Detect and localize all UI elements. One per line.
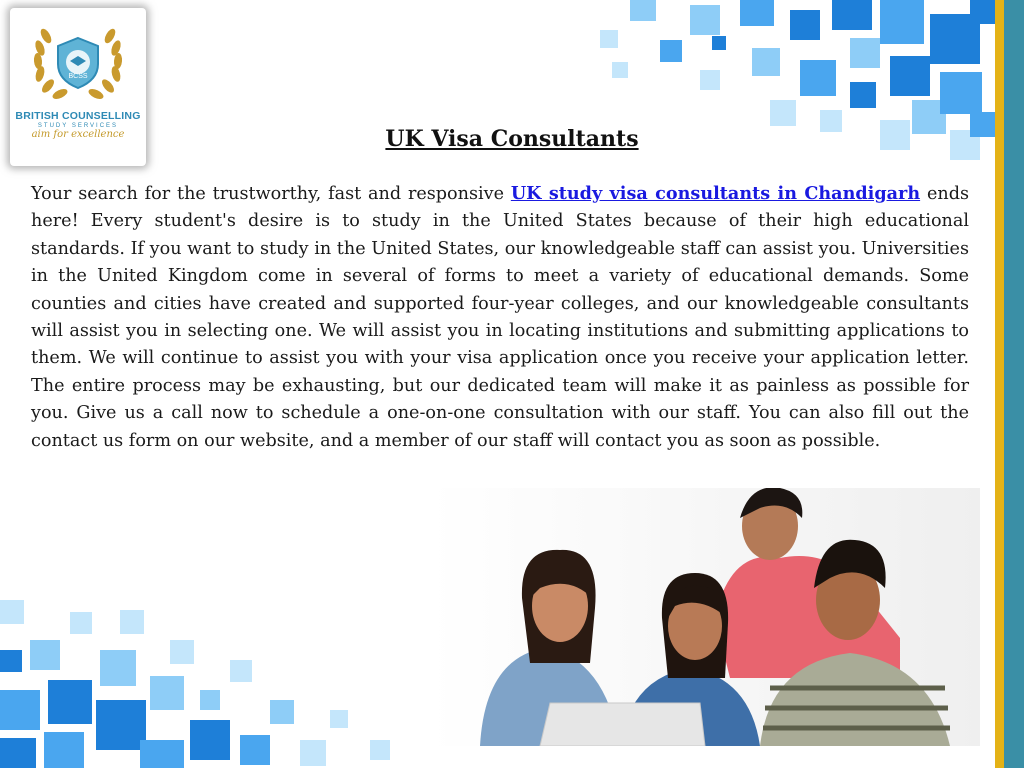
students-photo bbox=[430, 488, 980, 746]
badge-text: BCSS bbox=[68, 73, 88, 80]
logo-name: BRITISH COUNSELLING bbox=[15, 110, 141, 122]
logo-tagline: aim for excellence bbox=[31, 129, 125, 140]
laurel-badge-icon bbox=[18, 14, 138, 110]
students-illustration bbox=[430, 488, 980, 746]
paragraph-rest: ends here! Every student's desire is to study in the United States because of their high educational standards. If you want to study in the United States, our knowledgeable staff can assist you. Universities in the United Kingdom come in several of forms to meet a variety of educational demands. Some counties and cities have created and supported four-year colleges, and our knowledgeable consultants will assist you in selecting one. We will assist you in locating institutions and submitting applications to them. We will continue to assist you with your visa application once you receive your application letter. The entire process may be exhausting, but our dedicated team will make it as painless as possible for you. Give us a call now to schedule a one-on-one consultation with our staff. You can also fill out the contact us form on our website, and a member of our staff will contact you as soon as possible. bbox=[31, 184, 969, 451]
paragraph-intro: Your search for the trustworthy, fast and responsive bbox=[31, 184, 511, 204]
body-paragraph bbox=[31, 180, 969, 455]
edge-bar-teal bbox=[1004, 0, 1024, 768]
edge-bar-gold bbox=[995, 0, 1004, 768]
visa-consultants-link[interactable]: UK study visa consultants in Chandigarh bbox=[510, 183, 921, 204]
page-title: UK Visa Consultants bbox=[385, 126, 639, 152]
logo-subtitle: STUDY SERVICES bbox=[37, 123, 119, 129]
